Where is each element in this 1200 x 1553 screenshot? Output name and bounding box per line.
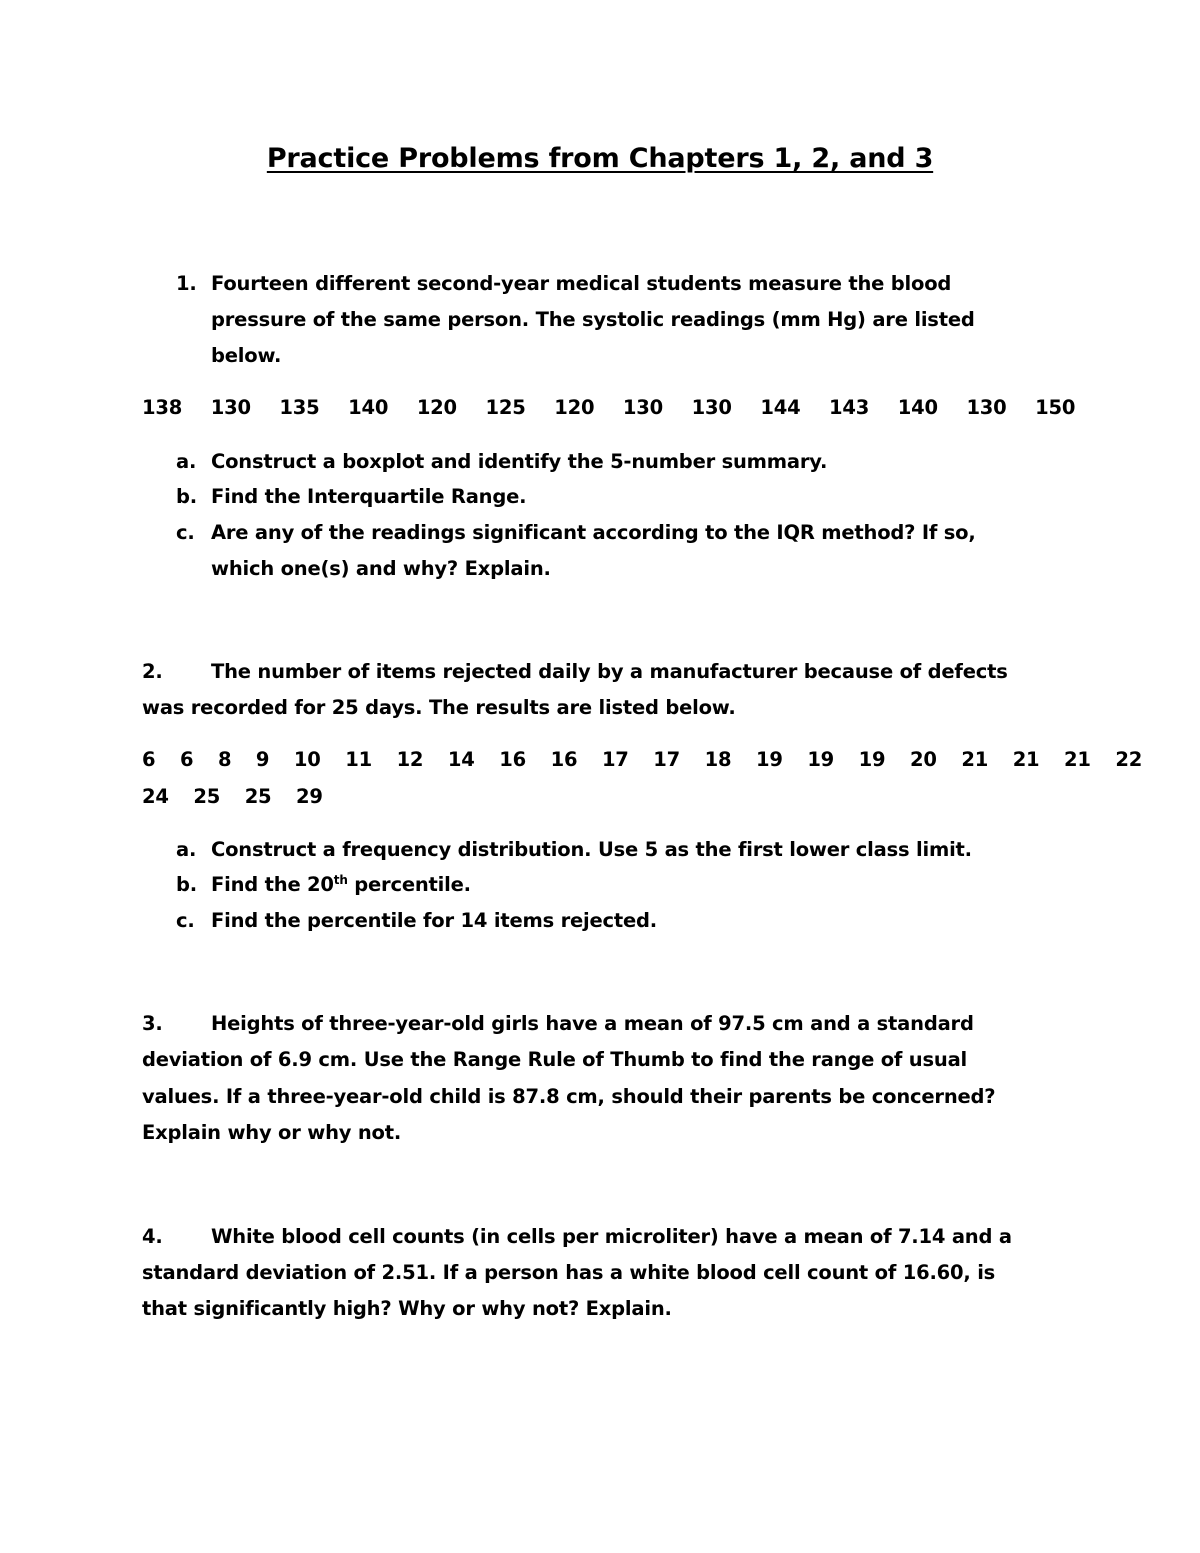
data-value: 17 bbox=[601, 748, 629, 771]
q4-marker: 4. bbox=[142, 1225, 163, 1248]
q2b-text-pre: Find the 20 bbox=[211, 873, 334, 896]
q1c-text-line-2: which one(s) and why? Explain. bbox=[211, 557, 551, 580]
q2-text-line-2: was recorded for 25 days. The results are listed below. bbox=[142, 696, 736, 719]
data-value: 130 bbox=[691, 396, 732, 419]
q1-marker: 1. bbox=[176, 272, 197, 295]
data-value: 143 bbox=[829, 396, 870, 419]
data-value: 16 bbox=[550, 748, 578, 771]
data-value: 22 bbox=[1115, 748, 1143, 771]
data-value: 120 bbox=[554, 396, 595, 419]
q1-text-line-3: below. bbox=[211, 344, 282, 367]
q3-text-line-3: values. If a three-year-old child is 87.8 cm, should their parents be concerned? bbox=[142, 1085, 996, 1108]
q2-data-row-1 bbox=[142, 748, 1142, 772]
q3-text-line-2: deviation of 6.9 cm. Use the Range Rule of Thumb to find the range of usual bbox=[142, 1048, 968, 1071]
data-value: 135 bbox=[279, 396, 320, 419]
q4-text-line-1: White blood cell counts (in cells per microliter) have a mean of 7.14 and a bbox=[211, 1225, 1012, 1248]
data-value: 150 bbox=[1035, 396, 1076, 419]
data-value: 19 bbox=[755, 748, 783, 771]
data-value: 12 bbox=[396, 748, 424, 771]
q3-text-line-1: Heights of three-year-old girls have a mean of 97.5 cm and a standard bbox=[211, 1012, 974, 1035]
q3-marker: 3. bbox=[142, 1012, 163, 1035]
data-value: 25 bbox=[193, 785, 221, 808]
q2a-text: Construct a frequency distribution. Use 5 as the first lower class limit. bbox=[211, 838, 972, 861]
data-value: 10 bbox=[293, 748, 321, 771]
data-value: 9 bbox=[255, 748, 270, 771]
q2-data-row-2 bbox=[142, 785, 323, 809]
data-value: 6 bbox=[142, 748, 156, 771]
data-value: 17 bbox=[653, 748, 681, 771]
data-value: 29 bbox=[296, 785, 323, 808]
q1b-text: Find the Interquartile Range. bbox=[211, 485, 527, 508]
data-value: 21 bbox=[1064, 748, 1091, 771]
data-value: 11 bbox=[345, 748, 372, 771]
q1c-text-line-1: Are any of the readings significant according to the IQR method? If so, bbox=[211, 521, 976, 544]
data-value: 138 bbox=[142, 396, 183, 419]
q2b-marker: b. bbox=[176, 873, 197, 896]
q1-text-line-1: Fourteen different second-year medical students measure the blood bbox=[211, 272, 952, 295]
q4-text-line-3: that significantly high? Why or why not? Explain. bbox=[142, 1297, 672, 1320]
q2c-text: Find the percentile for 14 items rejected. bbox=[211, 909, 658, 932]
data-value: 16 bbox=[499, 748, 526, 771]
data-value: 20 bbox=[910, 748, 937, 771]
q1-text-line-2: pressure of the same person. The systolic readings (mm Hg) are listed bbox=[211, 308, 975, 331]
data-value: 130 bbox=[966, 396, 1007, 419]
data-value: 130 bbox=[622, 396, 664, 419]
data-value: 19 bbox=[807, 748, 835, 771]
data-value: 140 bbox=[348, 396, 389, 419]
data-value: 21 bbox=[961, 748, 989, 771]
data-value: 24 bbox=[142, 785, 169, 808]
data-value: 18 bbox=[704, 748, 732, 771]
data-value: 6 bbox=[179, 748, 194, 771]
q4-text-line-2: standard deviation of 2.51. If a person has a white blood cell count of 16.60, is bbox=[142, 1261, 996, 1284]
q2b-text bbox=[211, 873, 471, 897]
data-value: 125 bbox=[485, 396, 526, 419]
q2-marker: 2. bbox=[142, 660, 163, 683]
q1-data-row bbox=[142, 396, 1075, 420]
q1b-marker: b. bbox=[176, 485, 197, 508]
data-value: 140 bbox=[897, 396, 938, 419]
q2-text-line-1: The number of items rejected daily by a manufacturer because of defects bbox=[211, 660, 1008, 683]
data-value: 25 bbox=[244, 785, 272, 808]
q1c-marker: c. bbox=[176, 521, 195, 544]
q1a-marker: a. bbox=[176, 450, 197, 473]
q2b-superscript: th bbox=[333, 873, 348, 887]
data-value: 144 bbox=[760, 396, 801, 419]
q1a-text: Construct a boxplot and identify the 5-number summary. bbox=[211, 450, 828, 473]
q2b-text-post: percentile. bbox=[347, 873, 471, 896]
data-value: 130 bbox=[210, 396, 251, 419]
data-value: 120 bbox=[416, 396, 457, 419]
data-value: 14 bbox=[447, 748, 475, 771]
data-value: 8 bbox=[217, 748, 232, 771]
q2c-marker: c. bbox=[176, 909, 195, 932]
page-title: Practice Problems from Chapters 1, 2, and 3 bbox=[266, 143, 934, 174]
q3-text-line-4: Explain why or why not. bbox=[142, 1121, 402, 1144]
data-value: 19 bbox=[858, 748, 886, 771]
data-value: 21 bbox=[1012, 748, 1040, 771]
q2a-marker: a. bbox=[176, 838, 197, 861]
